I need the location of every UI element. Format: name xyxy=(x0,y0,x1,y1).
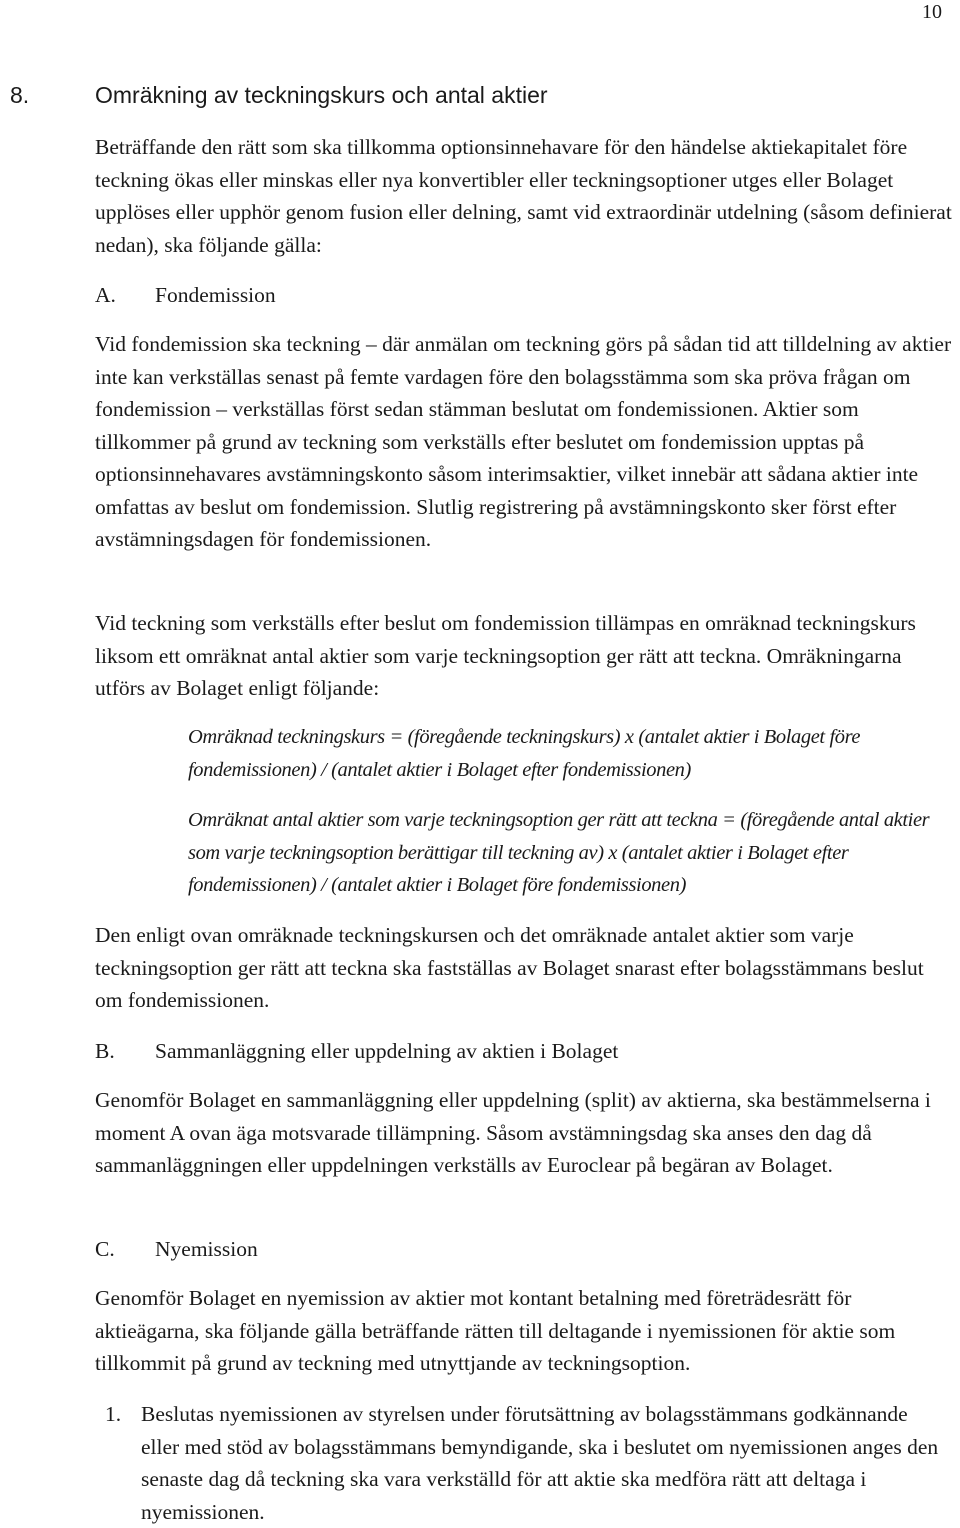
page-number: 10 xyxy=(922,1,942,23)
subsection-b-letter: B. xyxy=(95,1039,115,1063)
list-item: Beslutas nyemissionen av styrelsen under förutsättning av bolagsstämmans godkännande eller med stöd av bolagsstämmans bemyndigande, ska i beslutet om nyemissionen anges den senaste dag då teckning ska vara verkställd för att aktie ska medföra rätt att deltaga i nyemissionen. xyxy=(141,1402,939,1524)
subsection-c-letter: C. xyxy=(95,1237,115,1261)
subsection-a-paragraph-1: Vid fondemission ska teckning – där anmälan om teckning görs på sådan tid att tilldelning av aktier inte kan verkställas senast på femte vardagen före den bolagsstämma som ska pröva frågan om fondemission – verkställas först sedan stämman beslutat om fondemissionen. Aktier som tillkommer på grund av teckning som verkställs efter beslutet om fondemission upptas på optionsinnehavares avstämningskonto såsom interimsaktier, vilket innebär att sådana aktier inte omfattas av beslut om fondemission. Slutlig registrering på avstämningskonto sker först efter avstämningsdagen för fondemissionen. xyxy=(95,332,952,551)
subsection-c-paragraph: Genomför Bolaget en nyemission av aktier mot kontant betalning med företrädesrätt för aktieägarna, ska följande gälla beträffande rätten till deltagande i nyemissionen för aktie som tillkommit på grund av teckning med utnyttjande av teckningsoption. xyxy=(95,1286,896,1375)
subsection-c-title: Nyemission xyxy=(155,1237,258,1261)
subsection-b-paragraph: Genomför Bolaget en sammanläggning eller uppdelning (split) av aktierna, ska bestämmelserna i moment A ovan äga motsvarade tillämpning. Såsom avstämningsdag ska anses den dag då sammanläggningen eller uppdelningen verkställs av Euroclear på begäran av Bolaget. xyxy=(95,1088,931,1177)
subsection-a-title: Fondemission xyxy=(155,283,276,307)
subsection-a-paragraph-3: Den enligt ovan omräknade teckningskursen och det omräknade antalet aktier som varje teckningsoption ger rätt att teckna ska fastställas av Bolaget snarast efter bolagsstämmans beslut om fondemissionen. xyxy=(95,923,924,1012)
section-intro: Beträffande den rätt som ska tillkomma optionsinnehavare för den händelse aktiekapitalet före teckning ökas eller minskas eller nya konvertibler eller teckningsoptioner utges eller Bolaget upplöses eller upphör genom fusion eller delning, samt vid extraordinär utdelning (såsom definierat nedan), ska följande gälla: xyxy=(95,135,952,257)
formula-teckningskurs: Omräknad teckningskurs = (föregående teckningskurs) x (antalet aktier i Bolaget före fondemissionen) / (antalet aktier i Bolaget efter fondemissionen) xyxy=(188,726,861,781)
list-item-number: 1. xyxy=(105,1402,122,1426)
section-title: Omräkning av teckningskurs och antal aktier xyxy=(95,82,548,108)
section-number: 8. xyxy=(10,82,30,108)
subsection-a-letter: A. xyxy=(95,283,116,307)
formula-antal-aktier: Omräknat antal aktier som varje teckningsoption ger rätt att teckna = (föregående antal aktier som varje teckningsoption berättigar till teckning av) x (antalet aktier i Bolaget efter fondemissionen) / (antalet aktier i Bolaget före fondemissionen) xyxy=(188,809,930,896)
subsection-b-title: Sammanläggning eller uppdelning av aktien i Bolaget xyxy=(155,1039,619,1063)
subsection-a-paragraph-2: Vid teckning som verkställs efter beslut om fondemission tillämpas en omräknad teckningskurs liksom ett omräknat antal aktier som varje teckningsoption ger rätt att teckna. Omräkningarna utförs av Bolaget enligt följande: xyxy=(95,611,916,700)
